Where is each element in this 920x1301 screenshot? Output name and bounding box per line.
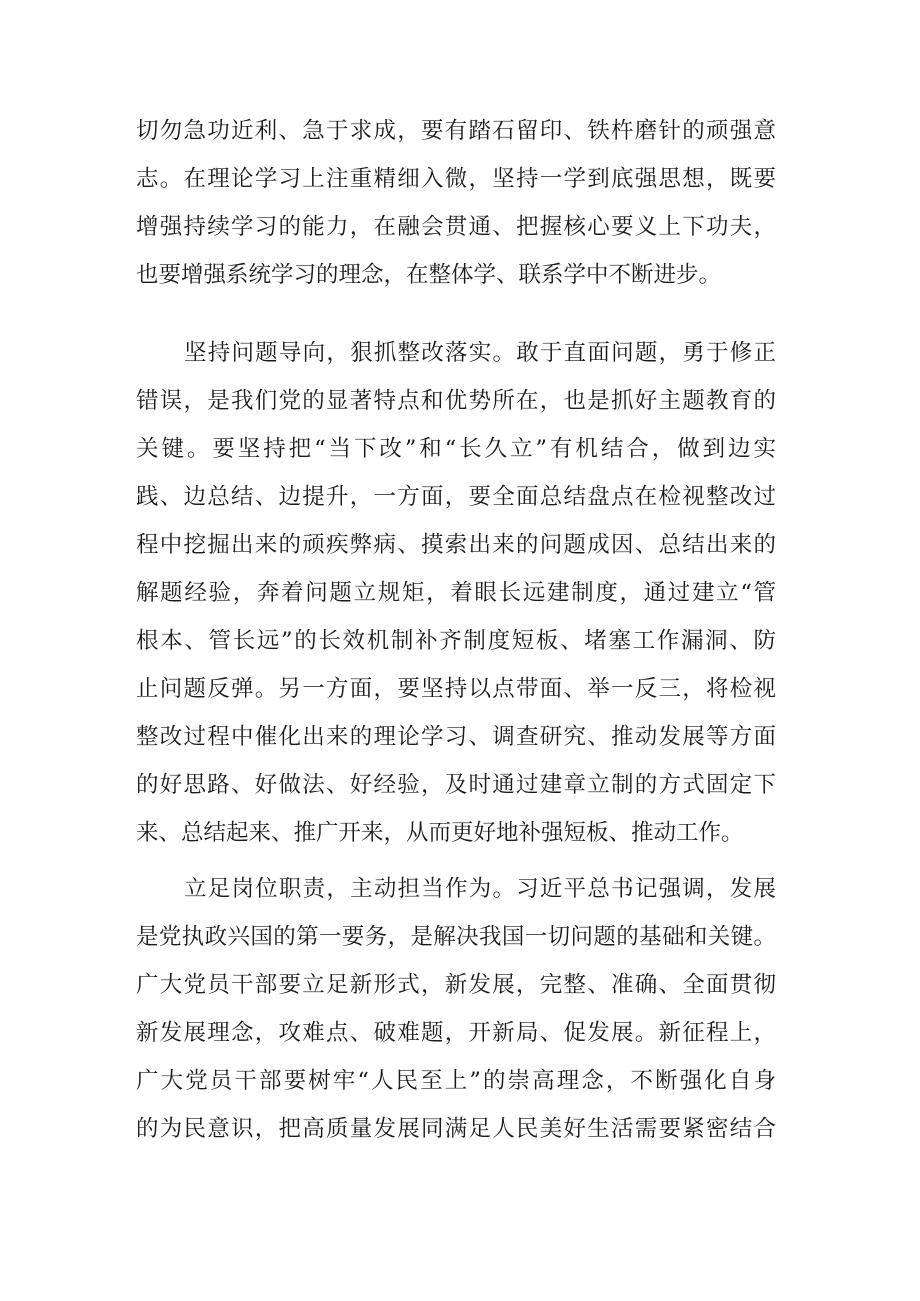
paragraph-2-line-9: 整改过程中催化出来的理论学习、调查研究、推动发展等方面 [136,724,776,750]
paragraph-3-line-1: 立足岗位职责，主动担当作为。习近平总书记强调，发展 [184,876,776,902]
paragraph-2-line-11: 来、总结起来、推广开来，从而更好地补强短板、推动工作。 [136,820,744,846]
paragraph-1-line-4: 也要增强系统学习的理念，在整体学、联系学中不断进步。 [136,262,722,288]
paragraph-2-line-1: 坚持问题导向，狠抓整改落实。敢于直面问题，勇于修正 [184,340,776,366]
paragraph-1-line-2: 志。在理论学习上注重精细入微，坚持一学到底强思想，既要 [136,166,776,192]
paragraph-2-line-2: 错误，是我们党的显著特点和优势所在，也是抓好主题教育的 [136,388,776,414]
paragraph-2-line-3: 关键。要坚持把“当下改”和“长久立”有机结合，做到边实 [136,436,776,462]
paragraph-2-line-4: 践、边总结、边提升，一方面，要全面总结盘点在检视整改过 [136,484,776,510]
paragraph-3-line-3: 广大党员干部要立足新形式，新发展，完整、准确、全面贯彻 [136,972,776,998]
paragraph-2-line-5: 程中挖掘出来的顽疾弊病、摸索出来的问题成因、总结出来的 [136,532,776,558]
paragraph-1-line-3: 增强持续学习的能力，在融会贯通、把握核心要义上下功夫， [136,214,776,240]
paragraph-2-line-8: 止问题反弹。另一方面，要坚持以点带面、举一反三，将检视 [136,676,776,702]
paragraph-3-line-4: 新发展理念，攻难点、破难题，开新局、促发展。新征程上， [136,1020,776,1046]
paragraph-2-line-10: 的好思路、好做法、好经验，及时通过建章立制的方式固定下 [136,772,776,798]
paragraph-2-line-7: 根本、管长远”的长效机制补齐制度短板、堵塞工作漏洞、防 [136,628,776,654]
paragraph-3-line-5: 广大党员干部要树牢“人民至上”的崇高理念，不断强化自身 [136,1068,776,1094]
paragraph-2-line-6: 解题经验，奔着问题立规矩，着眼长远建制度，通过建立“管 [136,580,776,606]
paragraph-3-line-2: 是党执政兴国的第一要务，是解决我国一切问题的基础和关键。 [136,924,776,950]
paragraph-3-line-6: 的为民意识，把高质量发展同满足人民美好生活需要紧密结合 [136,1116,776,1142]
paragraph-1-line-1: 切勿急功近利、急于求成，要有踏石留印、铁杵磨针的顽强意 [136,118,776,144]
